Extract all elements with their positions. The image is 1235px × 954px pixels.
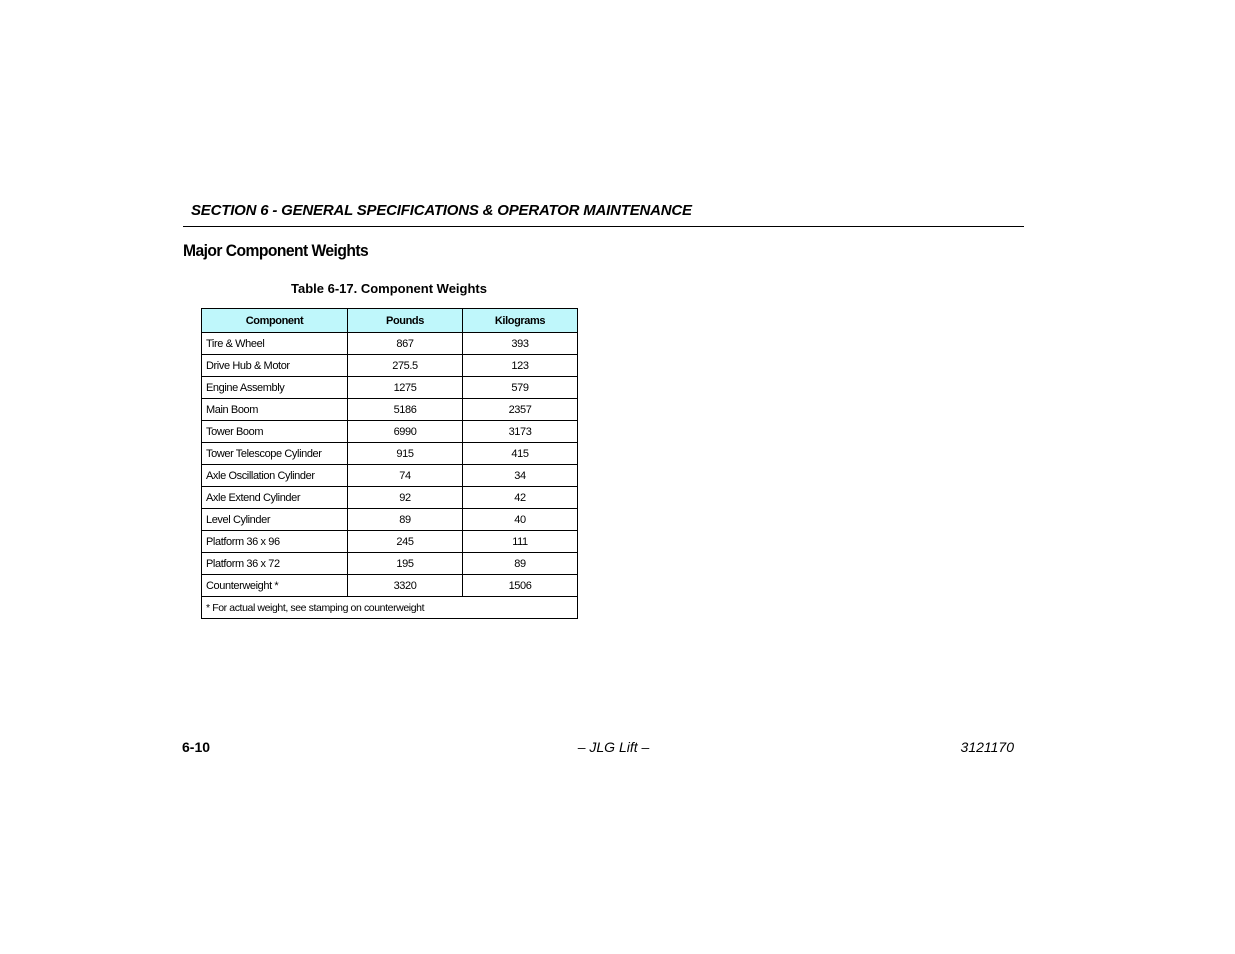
table-row [202,377,578,399]
document-number: 3121170 [960,739,1014,755]
component-cell: Platform 36 x 72 [202,553,348,575]
pounds-cell: 245 [348,531,463,553]
table-row [202,509,578,531]
pounds-cell: 867 [348,333,463,355]
kilograms-cell: 42 [463,487,578,509]
component-cell: Main Boom [202,399,348,421]
table-header-row [202,309,578,333]
kilograms-cell: 111 [463,531,578,553]
kilograms-cell: 579 [463,377,578,399]
pounds-cell: 1275 [348,377,463,399]
pounds-cell: 195 [348,553,463,575]
table-row [202,465,578,487]
table-row [202,421,578,443]
table-row [202,333,578,355]
kilograms-cell: 393 [463,333,578,355]
pounds-cell: 275.5 [348,355,463,377]
component-cell: Level Cylinder [202,509,348,531]
page-title: Major Component Weights [183,241,369,260]
pounds-cell: 5186 [348,399,463,421]
component-cell: Engine Assembly [202,377,348,399]
table-row [202,355,578,377]
footer-center-text: – JLG Lift – [577,739,650,755]
kilograms-cell: 3173 [463,421,578,443]
component-cell: Platform 36 x 96 [202,531,348,553]
kilograms-cell: 89 [463,553,578,575]
kilograms-cell: 123 [463,355,578,377]
component-cell: Counterweight * [202,575,348,597]
column-header-pounds: Pounds [348,309,463,333]
column-header-component: Component [202,309,348,333]
pounds-cell: 89 [348,509,463,531]
component-cell: Tire & Wheel [202,333,348,355]
component-cell: Tower Boom [202,421,348,443]
component-cell: Drive Hub & Motor [202,355,348,377]
component-cell: Axle Extend Cylinder [202,487,348,509]
kilograms-cell: 40 [463,509,578,531]
component-cell: Axle Oscillation Cylinder [202,465,348,487]
kilograms-cell: 34 [463,465,578,487]
section-header: SECTION 6 - GENERAL SPECIFICATIONS & OPERATOR MAINTENANCE [191,202,692,219]
page-number: 6-10 [182,739,211,755]
table-caption: Table 6-17. Component Weights [291,281,487,296]
table-row [202,575,578,597]
pounds-cell: 74 [348,465,463,487]
kilograms-cell: 1506 [463,575,578,597]
table-row [202,443,578,465]
pounds-cell: 3320 [348,575,463,597]
table-row [202,531,578,553]
pounds-cell: 6990 [348,421,463,443]
kilograms-cell: 415 [463,443,578,465]
kilograms-cell: 2357 [463,399,578,421]
pounds-cell: 92 [348,487,463,509]
table-footnote-row [202,597,578,619]
header-divider [183,226,1024,227]
column-header-kilograms: Kilograms [463,309,578,333]
component-weights-table [201,308,578,619]
table-row [202,553,578,575]
table-row [202,487,578,509]
component-cell: Tower Telescope Cylinder [202,443,348,465]
pounds-cell: 915 [348,443,463,465]
table-footnote: * For actual weight, see stamping on counterweight [202,597,578,619]
table-row [202,399,578,421]
